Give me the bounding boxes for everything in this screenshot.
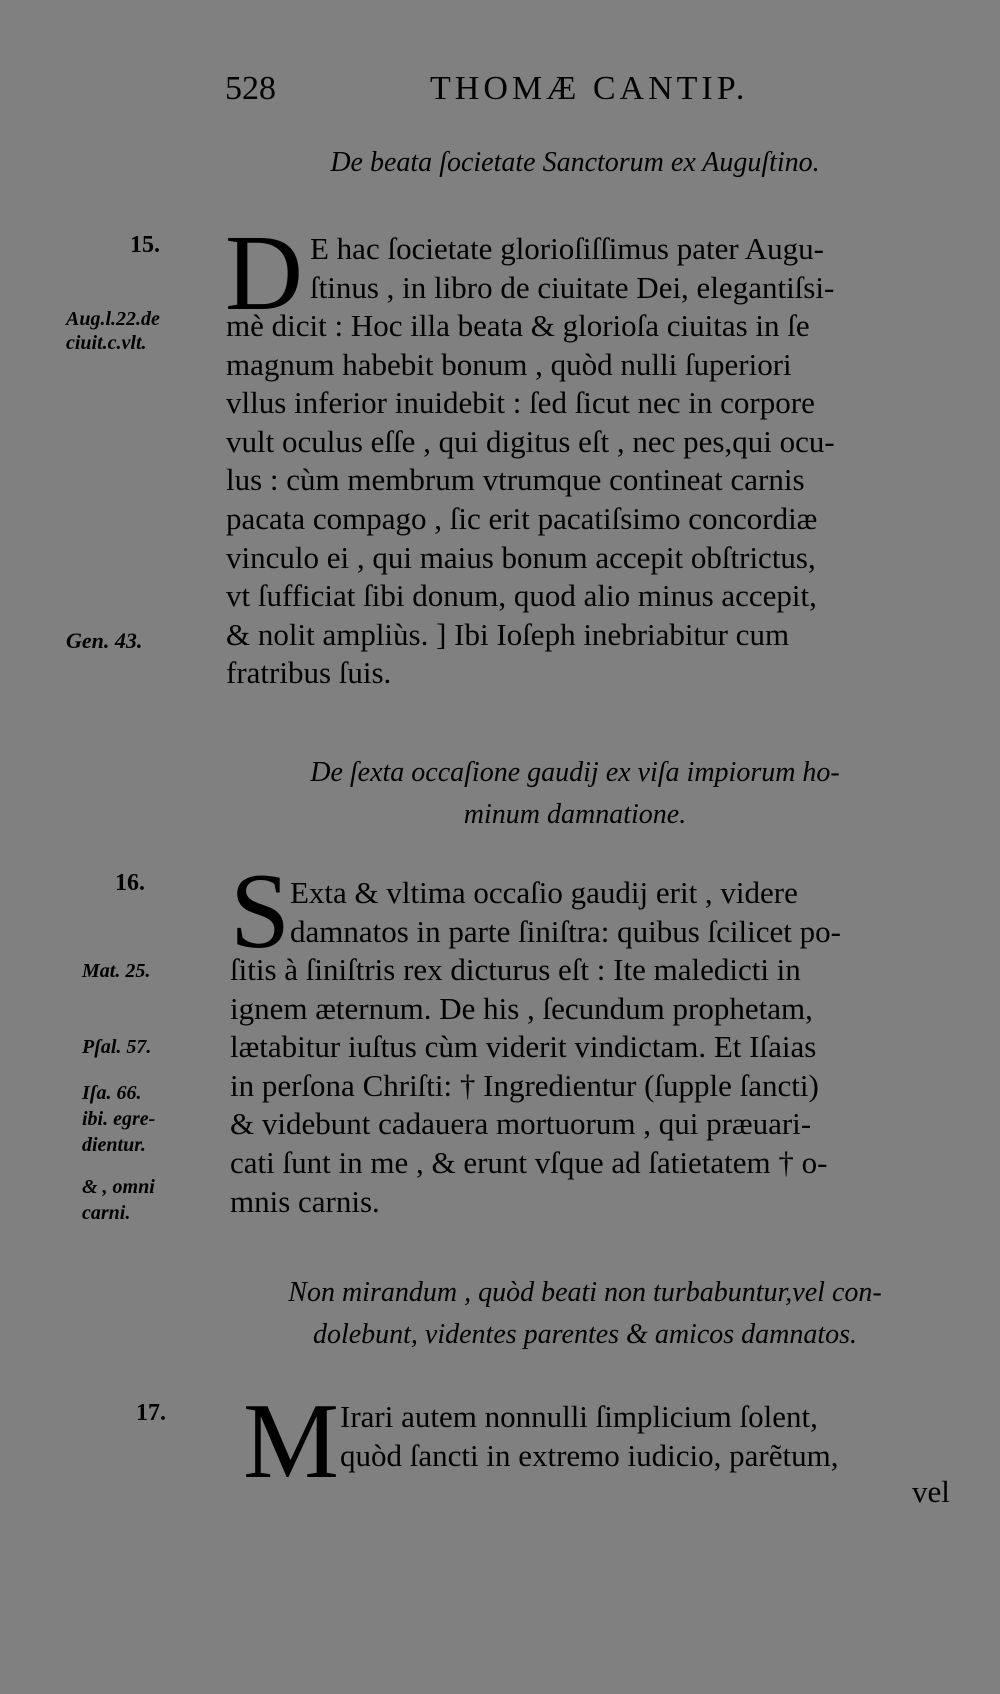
text-line: in perſona Chriſti: † Ingredientur (ſupple ſancti) xyxy=(230,1067,819,1103)
heading-line: minum damnatione. xyxy=(463,799,687,830)
text-line: ſtinus , in libro de ciuitate Dei, elegantiſsi- xyxy=(310,269,835,305)
text-line: lætabitur iuſtus cùm viderit vindictam. Et Iſaias xyxy=(230,1029,817,1065)
paragraph-lines-2a xyxy=(290,874,942,951)
paragraph-lines-1a xyxy=(310,230,942,307)
page-number: 528 xyxy=(225,70,276,107)
text-line: & nolit ampliùs. ] Ibi Ioſeph inebriabitur cum xyxy=(226,616,790,652)
section-heading xyxy=(220,1272,950,1356)
margin-note: Aug.l.22.de xyxy=(66,308,160,330)
text-line: fratribus ſuis. xyxy=(226,655,392,691)
margin-note: ibi. egre- xyxy=(82,1108,156,1130)
text-line: ignem æternum. De his , ſecundum prophetam, xyxy=(230,990,813,1026)
margin-note: Iſa. 66. xyxy=(82,1082,142,1104)
drop-cap: M xyxy=(243,1382,340,1501)
paragraph-lines-1b xyxy=(226,307,942,693)
section-number: 17. xyxy=(136,1400,166,1426)
heading-line: dolebunt, videntes parentes & amicos damnatos. xyxy=(312,1319,858,1350)
text-line: magnum habebit bonum , quòd nulli ſuperiori xyxy=(226,346,792,382)
margin-note: Mat. 25. xyxy=(82,960,151,982)
margin-note: & , omni xyxy=(82,1176,155,1198)
heading-line: De ſexta occaſione gaudij ex viſa impiorum ho- xyxy=(310,757,840,788)
text-line: damnatos in parte ſiniſtra: quibus ſcilicet po- xyxy=(290,913,841,949)
margin-note: dientur. xyxy=(82,1134,146,1156)
drop-cap: S xyxy=(230,852,291,971)
margin-note: carni. xyxy=(82,1202,131,1224)
page-header xyxy=(0,62,1000,112)
text-line: Exta & vltima occaſio gaudij erit , videre xyxy=(290,875,798,910)
margin-note: Pſal. 57. xyxy=(82,1036,152,1058)
text-line: E hac ſocietate glorioſiſſimus pater Augu- xyxy=(310,231,824,266)
section-number: 15. xyxy=(130,232,160,258)
heading-line: Non mirandum , quòd beati non turbabuntur,vel con- xyxy=(288,1277,882,1308)
text-line: & videbunt cadauera mortuorum , qui præuari- xyxy=(230,1106,812,1142)
section-heading: De beata ſocietate Sanctorum ex Auguſtino. xyxy=(330,147,820,178)
text-line: vt ſufficiat ſibi donum, quod alio minus accepit, xyxy=(226,578,817,614)
text-line: quòd ſancti in extremo iudicio, parẽtum, xyxy=(340,1437,839,1473)
text-line: cati ſunt in me , & erunt vſque ad ſatietatem † o- xyxy=(230,1144,828,1180)
text-line: pacata compago , ſic erit pacatiſsimo concordiæ xyxy=(226,500,818,536)
section-number: 16. xyxy=(115,870,145,896)
margin-note: Gen. 43. xyxy=(66,628,143,653)
margin-note: ciuit.c.vlt. xyxy=(66,332,147,354)
catchword: vel xyxy=(912,1474,950,1509)
drop-cap: D xyxy=(225,214,303,333)
text-line: mnis carnis. xyxy=(230,1183,380,1219)
text-line: Irari autem nonnulli ſimplicium ſolent, xyxy=(340,1399,818,1434)
text-line: vllus inferior inuidebit : ſed ſicut nec in corpore xyxy=(226,385,815,421)
paragraph-lines-2b xyxy=(230,951,942,1221)
text-line: lus : cùm membrum vtrumque contineat carnis xyxy=(226,462,805,498)
text-line: ſitis à ſiniſtris rex dicturus eſt : Ite maledicti in xyxy=(230,952,801,987)
section-heading xyxy=(225,752,925,836)
text-line: vinculo ei , qui maius bonum accepit obſtrictus, xyxy=(226,539,816,575)
running-head: THOMÆ CANTIP. xyxy=(430,70,749,107)
text-line: vult oculus eſſe , qui digitus eſt , nec pes,qui ocu- xyxy=(226,423,835,459)
text-line: mè dicit : Hoc illa beata & glorioſa ciuitas in ſe xyxy=(226,308,810,343)
paragraph-lines-3 xyxy=(340,1398,962,1475)
